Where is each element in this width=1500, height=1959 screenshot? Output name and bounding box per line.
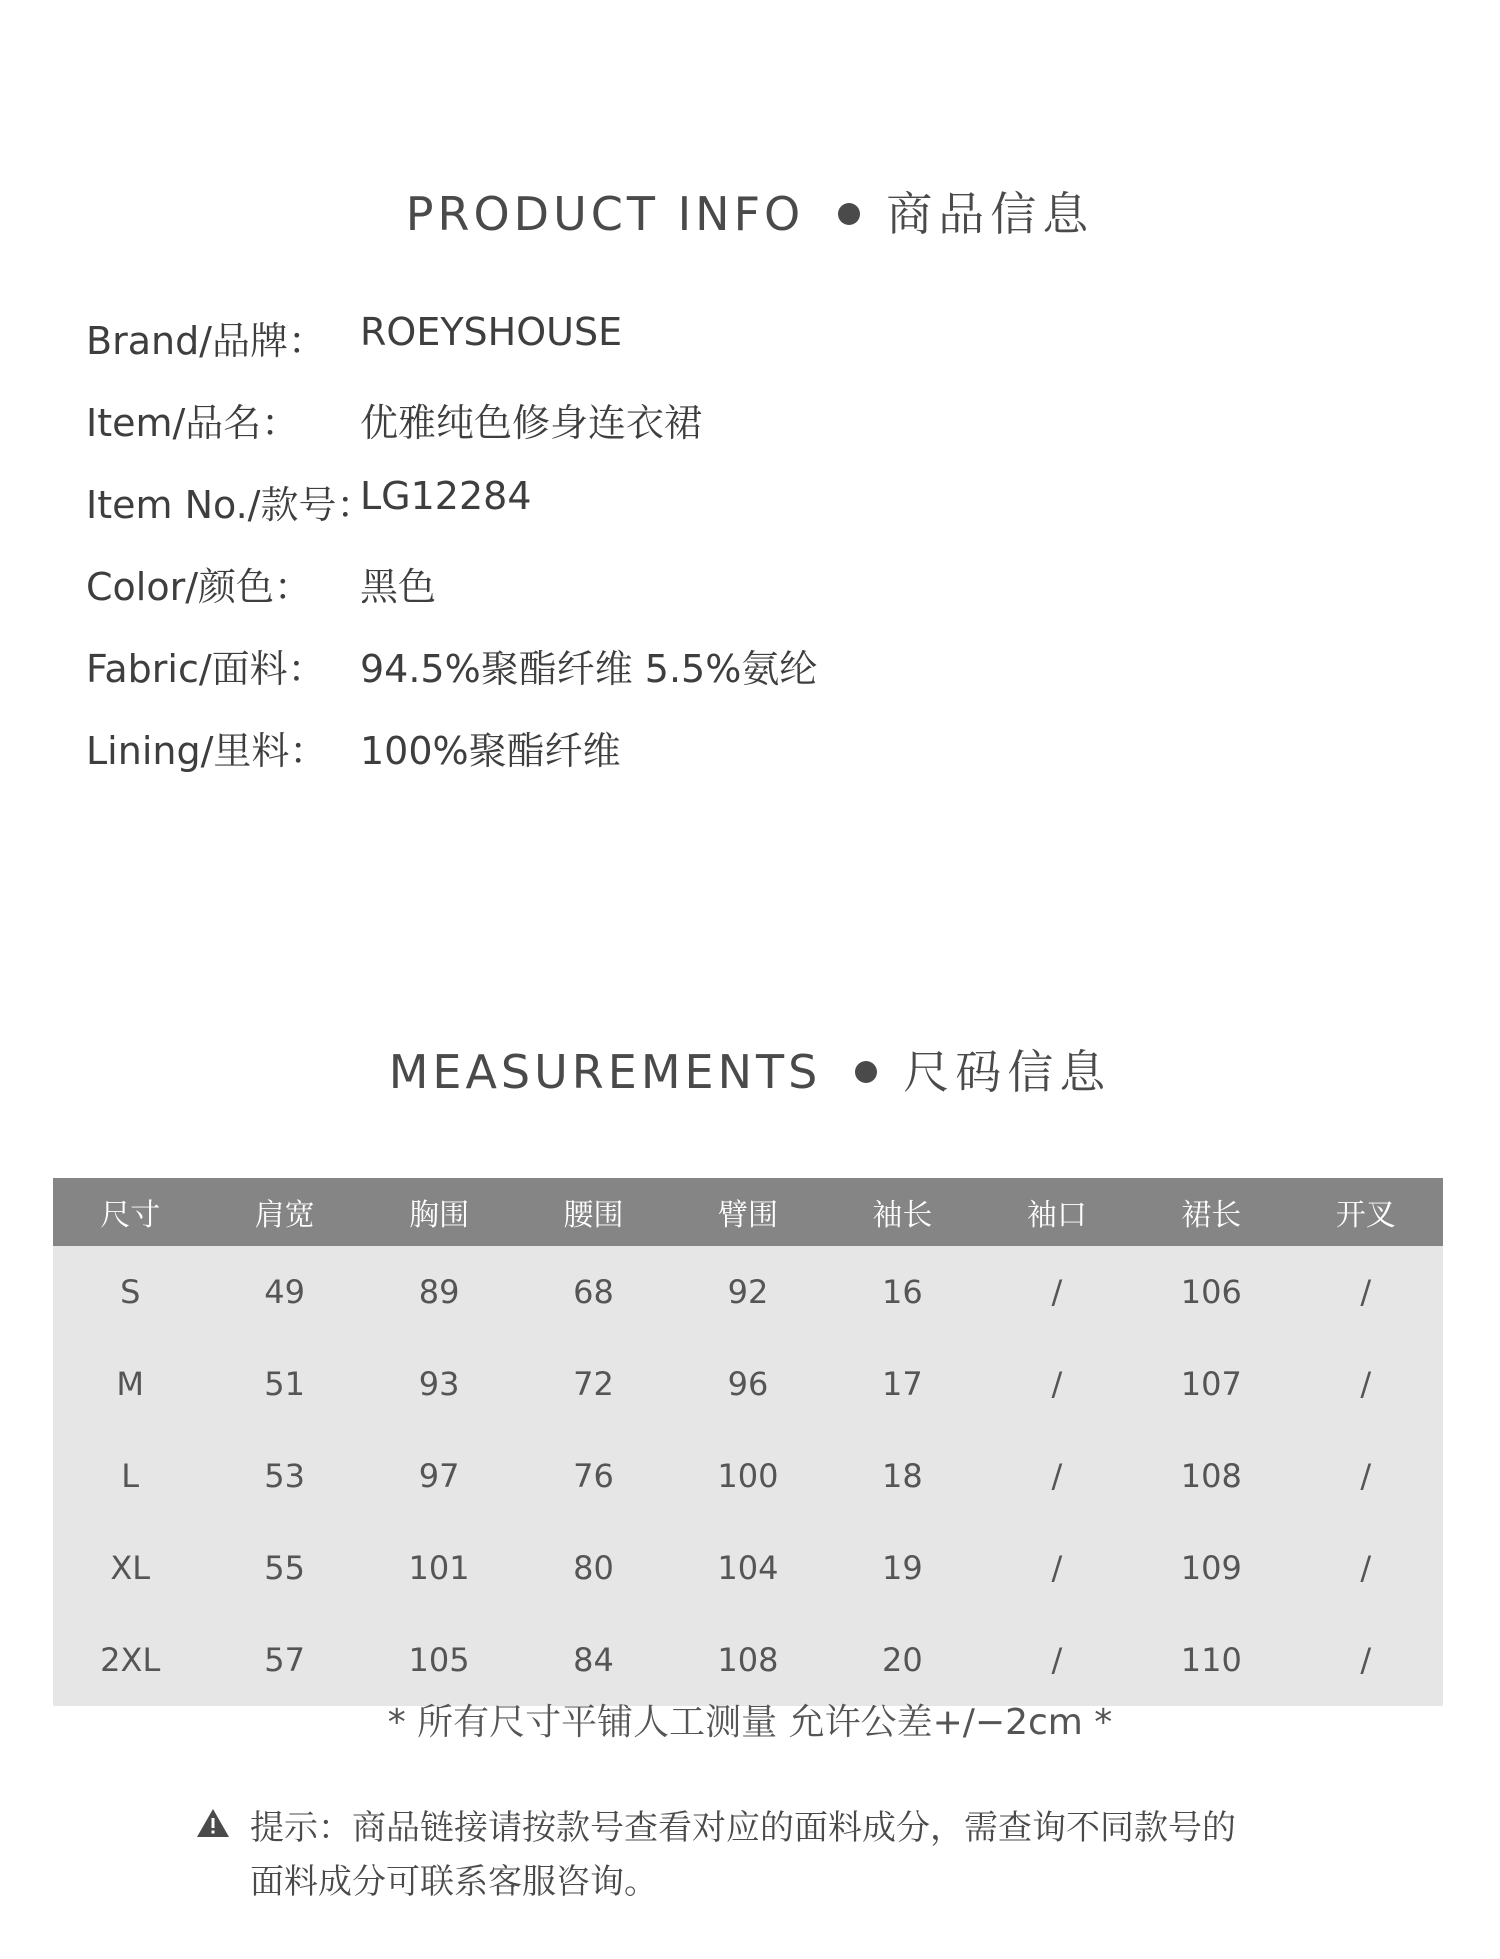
table-cell: /: [1360, 1549, 1372, 1587]
table-row: [53, 1430, 1443, 1522]
measurements-title-zh: 尺码信息: [903, 1045, 1112, 1099]
table-cell: 108: [1180, 1457, 1242, 1495]
table-cell: 68: [573, 1273, 614, 1311]
column-header: 尺寸: [100, 1198, 161, 1233]
table-cell: 17: [882, 1365, 923, 1403]
table-cell: 19: [882, 1549, 923, 1587]
table-cell: 84: [573, 1641, 614, 1679]
table-cell: XL: [110, 1549, 151, 1587]
table-cell: 101: [408, 1549, 470, 1587]
table-cell: 53: [264, 1457, 306, 1495]
table-cell: 93: [418, 1365, 460, 1403]
info-label: Brand/品牌：: [86, 319, 326, 363]
table-cell: /: [1051, 1549, 1063, 1587]
measurement-note: * 所有尺寸平铺人工测量 允许公差+/−2cm *: [387, 1702, 1113, 1743]
table-cell: S: [120, 1273, 141, 1311]
info-row-brand: [86, 310, 1386, 392]
table-cell: 108: [717, 1641, 779, 1679]
table-cell: 107: [1180, 1365, 1242, 1403]
table-cell: 96: [727, 1365, 769, 1403]
warning-icon: [196, 1808, 230, 1838]
table-cell: /: [1360, 1641, 1372, 1679]
table-cell: 109: [1180, 1549, 1242, 1587]
tip-text-line-2: 面料成分可联系客服咨询。: [250, 1862, 658, 1902]
table-cell: /: [1051, 1365, 1063, 1403]
column-header: 开叉: [1335, 1198, 1396, 1233]
product-info-list: [86, 310, 1386, 802]
info-label: Color/颜色：: [86, 565, 313, 609]
info-row-lining: [86, 720, 1386, 802]
bullet-dot-icon: [855, 1061, 877, 1083]
info-label: Item No./款号：: [86, 483, 375, 527]
info-value: 优雅纯色修身连衣裙: [360, 401, 703, 445]
column-header: 臂围: [717, 1198, 778, 1233]
info-label: Lining/里料：: [86, 729, 328, 773]
info-value: 黑色: [360, 565, 437, 609]
size-table: [53, 1178, 1443, 1706]
bullet-dot-icon: [838, 203, 860, 225]
column-header: 肩宽: [254, 1198, 315, 1233]
table-cell: M: [116, 1365, 145, 1403]
table-cell: 97: [418, 1457, 460, 1495]
table-cell: 92: [727, 1273, 769, 1311]
table-cell: L: [121, 1457, 140, 1495]
info-value: ROEYSHOUSE: [360, 310, 623, 354]
column-header: 袖口: [1026, 1198, 1087, 1233]
table-cell: 57: [264, 1641, 306, 1679]
column-header: 胸围: [409, 1198, 470, 1233]
column-header: 腰围: [563, 1198, 624, 1233]
table-cell: 100: [717, 1457, 779, 1495]
table-cell: /: [1360, 1457, 1372, 1495]
table-cell: 89: [418, 1273, 460, 1311]
size-table-header-row: [53, 1178, 1443, 1246]
table-cell: 51: [264, 1365, 306, 1403]
table-cell: 104: [717, 1549, 779, 1587]
table-cell: 76: [573, 1457, 614, 1495]
table-cell: 2XL: [100, 1641, 161, 1679]
table-cell: 110: [1180, 1641, 1242, 1679]
table-cell: /: [1051, 1457, 1063, 1495]
product-info-title-en: PRODUCT INFO: [405, 187, 805, 241]
table-cell: /: [1360, 1273, 1372, 1311]
info-label: Item/品名：: [86, 401, 300, 445]
info-row-item: [86, 392, 1386, 474]
table-cell: 106: [1180, 1273, 1242, 1311]
measurements-title: [0, 1036, 1500, 1102]
product-info-title: [0, 178, 1500, 244]
table-cell: /: [1051, 1641, 1063, 1679]
info-row-color: [86, 556, 1386, 638]
table-cell: /: [1360, 1365, 1372, 1403]
measurements-title-en: MEASUREMENTS: [388, 1045, 822, 1099]
product-info-title-zh: 商品信息: [886, 187, 1095, 241]
info-value: 94.5%聚酯纤维 5.5%氨纶: [360, 647, 818, 691]
table-cell: /: [1051, 1273, 1063, 1311]
info-value: LG12284: [360, 474, 532, 518]
table-row: [53, 1522, 1443, 1614]
table-cell: 18: [882, 1457, 923, 1495]
table-row: [53, 1614, 1443, 1706]
table-cell: 49: [264, 1273, 306, 1311]
info-row-item-no: [86, 474, 1386, 556]
table-cell: 20: [882, 1641, 923, 1679]
table-cell: 16: [882, 1273, 923, 1311]
info-value: 100%聚酯纤维: [360, 729, 621, 773]
info-label: Fabric/面料：: [86, 647, 326, 691]
table-row: [53, 1338, 1443, 1430]
tip-text-line-1: 提示：商品链接请按款号查看对应的面料成分，需查询不同款号的: [250, 1808, 1236, 1848]
table-cell: 55: [264, 1549, 306, 1587]
column-header: 袖长: [872, 1198, 933, 1233]
table-cell: 105: [408, 1641, 470, 1679]
table-cell: 80: [573, 1549, 614, 1587]
column-header: 裙长: [1181, 1198, 1242, 1233]
table-cell: 72: [573, 1365, 614, 1403]
info-row-fabric: [86, 638, 1386, 720]
table-row: [53, 1246, 1443, 1338]
